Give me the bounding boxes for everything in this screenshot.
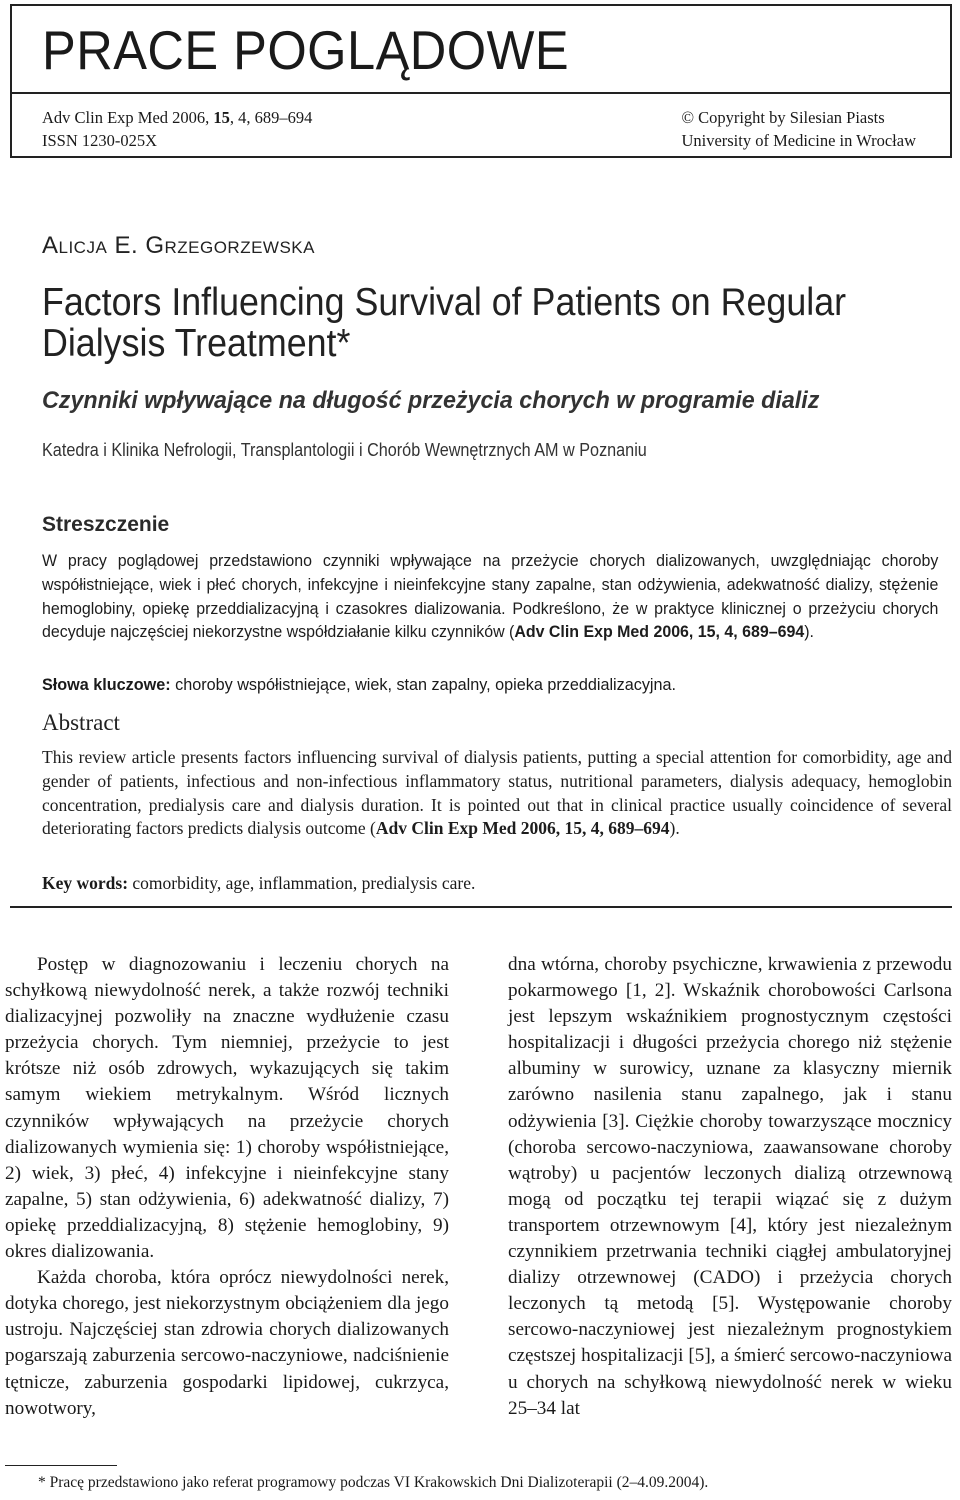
keywords-polish-list: choroby współistniejące, wiek, stan zapalny, opieka przeddializacyjna.: [170, 676, 677, 694]
body-paragraph: Postęp w diagnozowaniu i leczeniu chorych na schyłkową niewydolność nerek, a także rozwój techniki dializacyjnej pozwoliły na znaczne wydłużenie czasu przeżycia chorych. Tym niemniej, przeżycie to jest krótsze niż osób zdrowych, wykazujących się takim samym wiekiem metrykalnym. Wśród licznych czynników wpływających na przeżycie chorych dializowanych wymienia się: 1) choroby współistniejące, 2) wiek, 3) płeć, 4) infekcyjne i nieinfekcyjne stany zapalne, 5) stan odżywienia, 6) adekwatność dializy, 7) opiekę przeddializacyjną, 8) stężenie hemoglobiny, 9) okres dializowania.: [5, 954, 449, 1263]
header-divider: [10, 92, 952, 94]
streszczenie-citation: Adv Clin Exp Med 2006, 15, 4, 689–694: [514, 623, 805, 642]
copyright-notice: [681, 106, 916, 152]
abstract-text: [42, 746, 952, 841]
abstract-close: ).: [669, 818, 680, 839]
streszczenie-heading: Streszczenie: [42, 513, 170, 536]
copyright-line-1: © Copyright by Silesian Piasts: [681, 108, 885, 127]
keywords-english-list: comorbidity, age, inflammation, predialysis care.: [128, 873, 476, 893]
keywords-polish-label: Słowa kluczowe:: [42, 676, 171, 694]
journal-name: Adv Clin Exp Med 2006,: [42, 108, 214, 127]
body-paragraph: dna wtórna, choroby psychiczne, krwawienia z przewodu pokarmowego [1, 2]. Wskaźnik chorobowości Carlsona jest lepszym wskaźnikiem prognostycznym częstości hospitalizacji i długości przeżycia chorego niż stężenie albuminy w surowicy, uznane za klasyczny miernik zarówno nasilenia stanu zapalnego, jak i stanu odżywienia [3]. Ciężkie choroby towarzyszące mocznicy (choroba sercowo-naczyniowa, zaawansowane choroby wątroby) u pacjentów leczonych dializą otrzewnową mogą od początku tej terapii wiązać się z dużym transportem otrzewnowym [4], który jest niezależnym czynnikiem przetrwania techniki ciągłej ambulatoryjnej dializy otrzewnowej (CADO) i przeżycia chorych leczonych tą metodą [5]. Występowanie choroby sercowo-naczyniowej jest niezależnym prognostykiem częstszej hospitalizacji [5], a śmierć sercowo-naczyniowa u chorych na schyłkową niewydolność nerek w wieku 25–34 lat: [508, 954, 952, 1419]
article-subtitle-polish: Czynniki wpływające na długość przeżycia chorych w programie dializ: [42, 387, 820, 414]
issn: ISSN 1230-025X: [42, 131, 158, 150]
journal-citation: [42, 106, 312, 129]
abstract-body: This review article presents factors influencing survival of dialysis patients, putting a special attention for comorbidity, age and gender of patients, infectious and non-infectious inflammatory status, nutritional parameters, dialysis adequacy, hemoglobin concentration, predialysis care and dialysis duration. It is pointed out that in clinical practice usually coincidence of several deteriorating factors predicts dialysis outcome (: [42, 747, 952, 839]
journal-volume: 15: [213, 108, 230, 127]
streszczenie-body: W pracy poglądowej przedstawiono czynniki wpływające na przeżycie chorych dializowanych, uwzględniając choroby współistniejące, wiek i płeć chorych, infekcyjne i nieinfekcyjne stany zapalne, stan odżywienia, adekwatność dializy, stężenie hemoglobiny, opiekę przeddializacyjną i czasokres dializowania. Podkreślono, że w praktyce klinicznej o przeżyciu chorych decyduje najczęściej niekorzystne współdziałanie kilku czynników (: [42, 552, 939, 642]
streszczenie-close: ).: [804, 623, 814, 642]
body-column-left: [5, 952, 449, 1422]
keywords-english-label: Key words:: [42, 873, 129, 893]
footnote: * Pracę przedstawiono jako referat programowy podczas VI Krakowskich Dni Dializoterapii (2–4.09.2004).: [38, 1474, 709, 1491]
affiliation: Katedra i Klinika Nefrologii, Transplantologii i Chorób Wewnętrznych AM w Poznaniu: [42, 440, 647, 460]
abstract-heading: Abstract: [42, 710, 120, 735]
abstract-citation: Adv Clin Exp Med 2006, 15, 4, 689–694: [375, 818, 670, 839]
article-title: Factors Influencing Survival of Patients on Regular Dialysis Treatment*: [42, 281, 847, 365]
streszczenie-text: [42, 550, 938, 645]
keywords-polish: [42, 676, 676, 695]
copyright-line-2: University of Medicine in Wrocław: [681, 131, 916, 150]
body-column-right: [508, 952, 952, 1422]
journal-issue-pages: , 4, 689–694: [229, 108, 313, 127]
footnote-rule: [5, 1465, 117, 1466]
body-paragraph: Każda choroba, która oprócz niewydolności nerek, dotyka chorego, jest niekorzystnym obciążeniem dla jego ustroju. Najczęściej stan zdrowia chorych dializowanych pogarszają zaburzenia sercowo-naczyniowe, nadciśnienie tętnicze, zaburzenia gospodarki lipidowej, cukrzyca, nowotwory,: [5, 1267, 449, 1419]
author-name: Alicja E. Grzegorzewska: [42, 232, 315, 259]
section-title: PRACE POGLĄDOWE: [42, 19, 570, 81]
abstract-divider: [10, 906, 952, 908]
journal-meta: [42, 106, 312, 152]
keywords-english: [42, 873, 475, 894]
